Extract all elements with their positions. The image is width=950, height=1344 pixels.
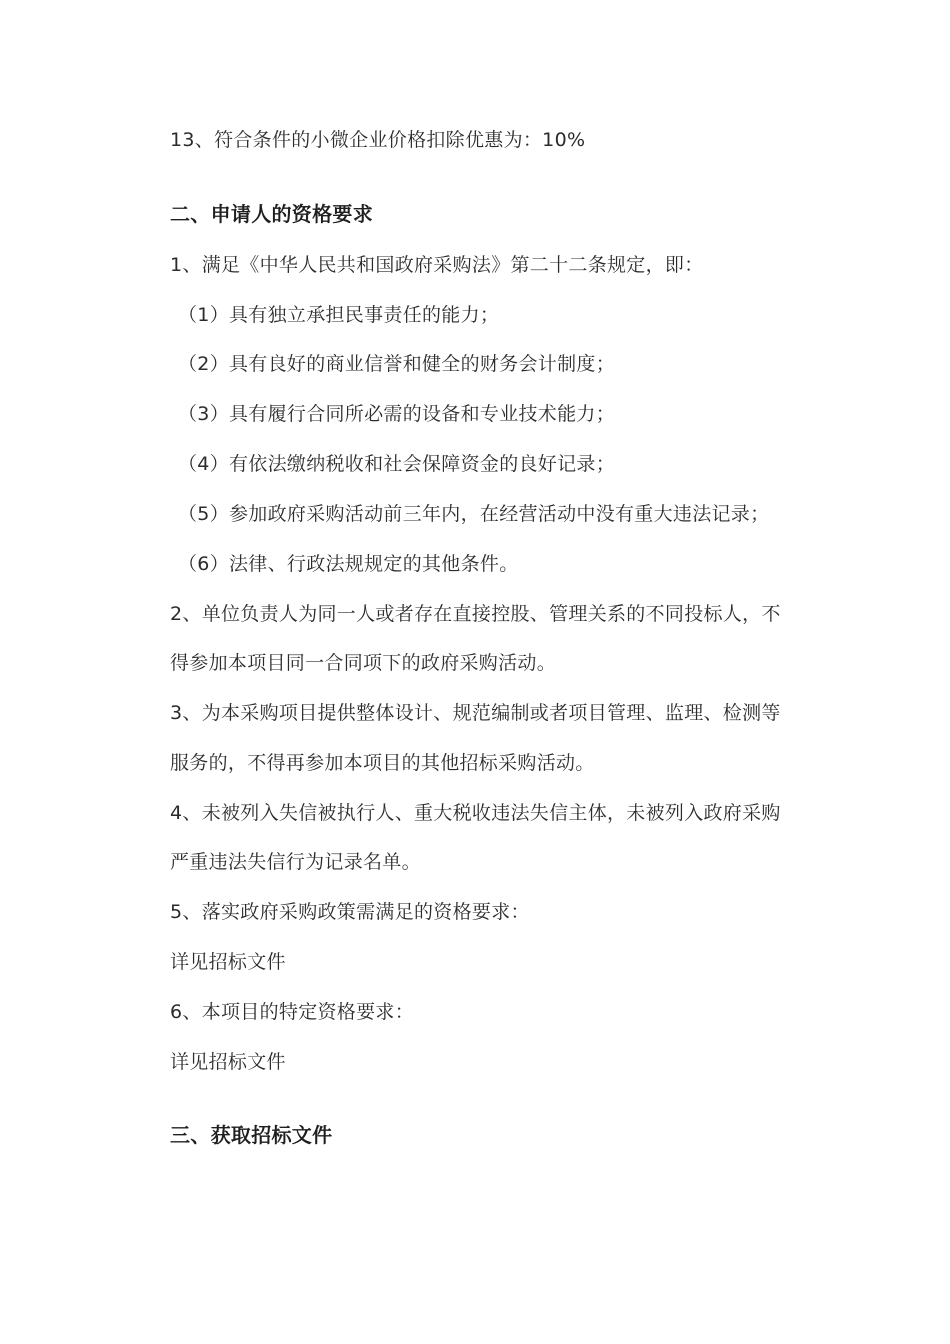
requirement-3-line-2: 服务的，不得再参加本项目的其他招标采购活动。 <box>170 752 595 774</box>
item-13-price-deduction: 13、符合条件的小微企业价格扣除优惠为：10% <box>170 129 586 151</box>
requirement-1-subitem: （4）有依法缴纳税收和社会保障资金的良好记录； <box>178 453 615 475</box>
requirement-4-line-2: 严重违法失信行为记录名单。 <box>170 851 421 873</box>
requirement-1-subitem: （3）具有履行合同所必需的设备和专业技术能力； <box>178 403 615 425</box>
requirement-6: 6、本项目的特定资格要求： <box>170 1001 414 1023</box>
section-heading-qualifications: 二、申请人的资格要求 <box>170 202 373 226</box>
requirement-1-subitem: （6）法律、行政法规规定的其他条件。 <box>178 553 519 575</box>
requirement-2-line-2: 得参加本项目同一合同项下的政府采购活动。 <box>170 652 557 674</box>
requirement-5-detail: 详见招标文件 <box>170 951 286 973</box>
requirement-1-subitem: （2）具有良好的商业信誉和健全的财务会计制度； <box>178 353 615 375</box>
section-heading-obtain-documents: 三、获取招标文件 <box>170 1123 333 1147</box>
requirement-3-line-1: 3、为本采购项目提供整体设计、规范编制或者项目管理、监理、检测等 <box>170 702 781 724</box>
requirement-1: 1、满足《中华人民共和国政府采购法》第二十二条规定，即： <box>170 254 704 276</box>
requirement-2-line-1: 2、单位负责人为同一人或者存在直接控股、管理关系的不同投标人，不 <box>170 603 781 625</box>
requirement-6-detail: 详见招标文件 <box>170 1051 286 1073</box>
requirement-1-subitem: （5）参加政府采购活动前三年内，在经营活动中没有重大违法记录； <box>178 503 770 525</box>
requirement-5: 5、落实政府采购政策需满足的资格要求： <box>170 901 530 923</box>
requirement-4-line-1: 4、未被列入失信被执行人、重大税收违法失信主体，未被列入政府采购 <box>170 802 781 824</box>
requirement-1-subitem: （1）具有独立承担民事责任的能力； <box>178 304 500 326</box>
